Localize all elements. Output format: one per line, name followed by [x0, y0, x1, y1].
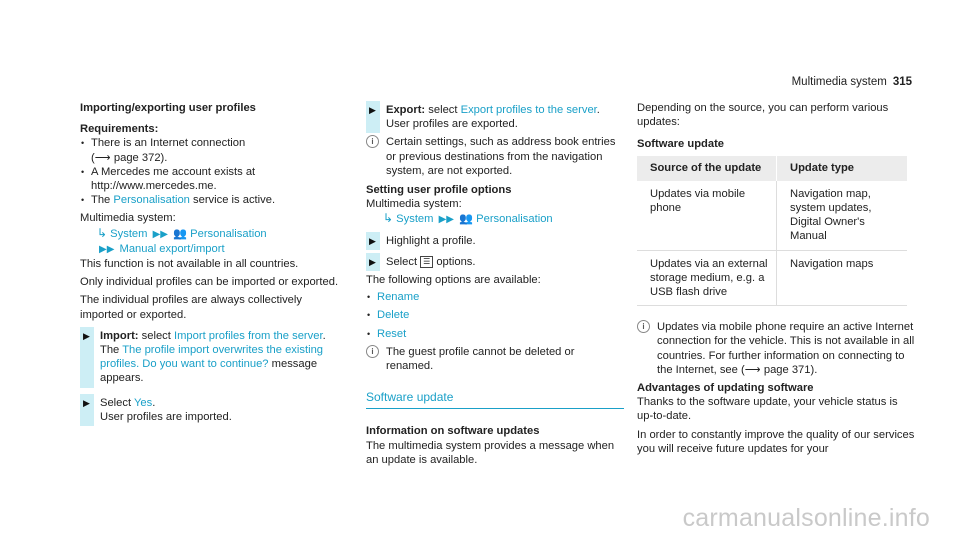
path-system[interactable]: System: [396, 213, 434, 226]
step-arrow-icon: ▶: [83, 397, 90, 408]
paragraph: Depending on the source, you can perform various updates:: [637, 102, 889, 129]
step-export: ▶ Export: select Export profiles to the server. User profiles are exported.: [366, 103, 624, 131]
yes-option[interactable]: Yes: [134, 396, 153, 409]
option-rename[interactable]: Rename: [377, 291, 420, 304]
table-row: [637, 181, 907, 250]
multimedia-label: Multimedia system:: [366, 198, 462, 211]
return-arrow-icon: ↳: [97, 225, 108, 240]
requirement-item: • The Personalisation service is active.: [80, 193, 340, 207]
menu-path: [97, 226, 340, 257]
step-arrow-icon: ▶: [83, 330, 90, 341]
return-arrow-icon: ↳: [383, 211, 394, 226]
personalisation-link[interactable]: Personalisation: [113, 194, 190, 207]
table-cell: Navigation maps: [777, 250, 908, 306]
double-chevron-icon: ▶▶: [152, 228, 168, 240]
requirement-item: • A Mercedes me account exists at http://www.mercedes.me.: [80, 165, 340, 193]
software-update-heading: Software update: [366, 390, 624, 409]
step-highlight: ▶ Highlight a profile.: [366, 234, 624, 248]
path-personalisation[interactable]: Personalisation: [190, 227, 267, 240]
section-title-import-export: Importing/exporting user profiles: [80, 102, 256, 114]
options-menu-icon[interactable]: ☰: [420, 256, 433, 268]
page-ref-arrow-icon: ⟶: [744, 363, 761, 376]
note: i The guest profile cannot be deleted or renamed.: [366, 345, 624, 373]
step-import: ▶ Import: select Import profiles from the server. The The profile import overwrites the existing profiles. Do you want to continue? message appears.: [80, 329, 340, 386]
requirement-item: • There is an Internet connection (⟶ page 372).: [80, 136, 340, 164]
double-chevron-icon: ▶▶: [99, 243, 115, 255]
watermark: carmanualsonline.info: [682, 503, 930, 532]
option-item: [366, 327, 624, 341]
table-cell: Updates via an external storage medium, e.g. a USB flash drive: [637, 250, 777, 306]
path-manual-export-import[interactable]: Manual export/import: [119, 242, 225, 255]
table-cell: Updates via mobile phone: [637, 181, 777, 250]
table-header: Source of the update: [637, 156, 777, 181]
header-section: Multimedia system: [791, 76, 887, 88]
page-ref-link[interactable]: page 371).: [763, 363, 818, 376]
option-item: [366, 290, 624, 304]
person-icon: 👥: [459, 213, 474, 226]
option-reset[interactable]: Reset: [377, 327, 407, 340]
export-profiles-link[interactable]: Export profiles to the server: [460, 104, 597, 116]
step-arrow-icon: ▶: [369, 256, 376, 267]
page-ref-arrow-icon: ⟶: [94, 151, 111, 164]
step-arrow-icon: ▶: [369, 235, 376, 246]
multimedia-label: Multimedia system:: [80, 212, 176, 225]
info-title: Information on software updates: [366, 425, 540, 438]
menu-path: [383, 211, 624, 227]
step-select-options: ▶ Select ☰ options.: [366, 255, 624, 269]
step-select-yes: ▶ Select Yes. User profiles are imported.: [80, 396, 340, 424]
info-icon: i: [366, 135, 379, 148]
step-arrow-icon: ▶: [369, 105, 376, 115]
page-number: 315: [892, 76, 912, 88]
info-icon: i: [366, 345, 379, 358]
path-system[interactable]: System: [110, 227, 148, 240]
paragraph: Only individual profiles can be imported or exported.: [80, 276, 339, 289]
requirements-label: Requirements:: [80, 123, 159, 136]
paragraph: This function is not available in all countries.: [80, 258, 299, 271]
table-row: [637, 250, 907, 306]
table-title: Software update: [637, 138, 725, 151]
table-header: Update type: [777, 156, 908, 181]
info-icon: i: [637, 320, 650, 333]
path-personalisation[interactable]: Personalisation: [476, 213, 553, 226]
note: i Updates via mobile phone require an active Internet connection for the vehicle. This is not available in all countries. For further information on connecting to the Internet, see (⟶ page 371).: [637, 320, 915, 377]
table-cell: Navigation map, system updates, Digital Owner's Manual: [777, 181, 908, 250]
table-header-row: [637, 156, 907, 181]
setting-options-title: Setting user profile options: [366, 184, 512, 197]
option-item: [366, 308, 624, 322]
paragraph: The multimedia system provides a message when an update is available.: [366, 439, 615, 466]
person-icon: 👥: [173, 227, 188, 240]
double-chevron-icon: ▶▶: [438, 214, 454, 226]
column-1: [80, 101, 340, 428]
option-delete[interactable]: Delete: [377, 309, 410, 322]
page-header: [792, 75, 912, 89]
column-3: [637, 101, 915, 460]
note: i Certain settings, such as address book entries or previous destinations from the navigation system, are not exported.: [366, 135, 624, 178]
paragraph: The individual profiles are always collectively imported or exported.: [80, 294, 302, 321]
paragraph: In order to constantly improve the quality of our services you will receive future updates for your: [637, 428, 915, 455]
column-2: [366, 101, 624, 471]
paragraph: Thanks to the software update, your vehicle status is up-to-date.: [637, 396, 898, 423]
advantages-title: Advantages of updating software: [637, 382, 814, 395]
page-ref-link[interactable]: page 372).: [113, 151, 168, 164]
paragraph: The following options are available:: [366, 274, 541, 287]
import-overwrite-message: The profile import overwrites the existing profiles. Do you want to continue?: [100, 344, 324, 371]
import-profiles-link[interactable]: Import profiles from the server: [173, 329, 323, 342]
software-update-table: [637, 156, 907, 307]
